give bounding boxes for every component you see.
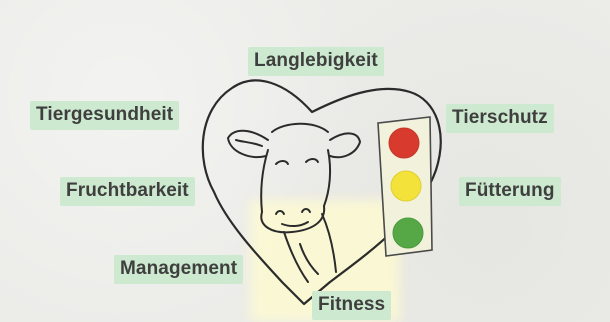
label-tierschutz: Tierschutz xyxy=(446,104,554,133)
label-fitness: Fitness xyxy=(312,291,391,320)
label-fuetterung: Fütterung xyxy=(459,177,561,206)
label-langlebigkeit: Langlebigkeit xyxy=(248,47,384,76)
yellow-light xyxy=(391,171,421,201)
label-tiergesundheit: Tiergesundheit xyxy=(30,101,179,130)
green-light xyxy=(393,218,423,248)
red-light xyxy=(389,128,419,158)
cow-head-icon xyxy=(228,124,360,282)
traffic-light-icon xyxy=(378,117,432,256)
label-management: Management xyxy=(114,255,243,284)
label-fruchtbarkeit: Fruchtbarkeit xyxy=(60,177,195,206)
